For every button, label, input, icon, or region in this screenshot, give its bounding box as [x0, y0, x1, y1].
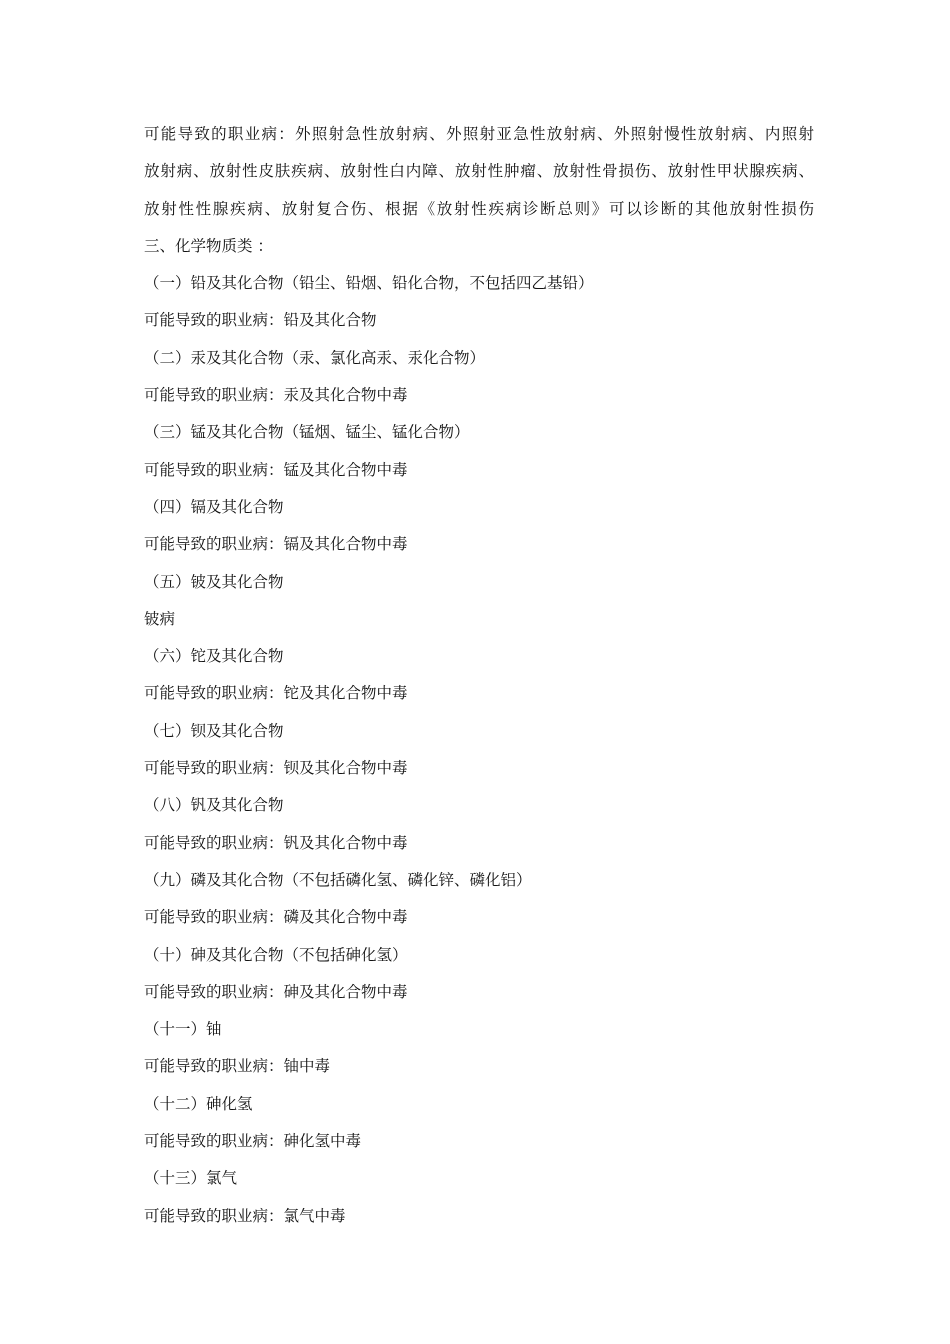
item-description: 可能导致的职业病：铊及其化合物中毒	[144, 684, 408, 703]
item-heading: （二）汞及其化合物（汞、氯化高汞、汞化合物）	[144, 348, 486, 367]
item-description: 可能导致的职业病：汞及其化合物中毒	[144, 386, 408, 405]
item-heading: （十）砷及其化合物（不包括砷化氢）	[144, 945, 408, 964]
item-heading: （九）磷及其化合物（不包括磷化氢、磷化锌、磷化铝）	[144, 870, 532, 889]
item-description: 可能导致的职业病：砷及其化合物中毒	[144, 982, 408, 1001]
item-heading: （十三）氯气	[144, 1169, 238, 1188]
item-description: 可能导致的职业病：砷化氢中毒	[144, 1132, 362, 1151]
item-description: 可能导致的职业病：镉及其化合物中毒	[144, 535, 408, 554]
item-heading: （十二）砷化氢	[144, 1094, 253, 1113]
item-description: 可能导致的职业病：铅及其化合物	[144, 311, 377, 330]
paragraph-line: 可能导致的职业病：外照射急性放射病、外照射亚急性放射病、外照射慢性放射病、内照射	[144, 125, 814, 143]
item-description: 可能导致的职业病：钡及其化合物中毒	[144, 759, 408, 778]
item-description: 可能导致的职业病：磷及其化合物中毒	[144, 908, 408, 927]
item-heading: （六）铊及其化合物	[144, 647, 284, 666]
item-description: 可能导致的职业病：钒及其化合物中毒	[144, 833, 408, 852]
item-description: 可能导致的职业病：锰及其化合物中毒	[144, 460, 408, 479]
item-description: 可能导致的职业病：铀中毒	[144, 1057, 331, 1076]
item-heading: （五）铍及其化合物	[144, 572, 284, 591]
item-description: 可能导致的职业病：氯气中毒	[144, 1206, 346, 1225]
item-heading: （十一）铀	[144, 1020, 222, 1039]
item-heading: （四）镉及其化合物	[144, 497, 284, 516]
item-heading: （七）钡及其化合物	[144, 721, 284, 740]
item-description: 铍病	[144, 609, 176, 628]
item-heading: （八）钒及其化合物	[144, 796, 284, 815]
paragraph-line: 放射性性腺疾病、放射复合伤、根据《放射性疾病诊断总则》可以诊断的其他放射性损伤	[144, 199, 814, 218]
section-heading: 三、化学物质类 ：	[144, 236, 273, 255]
item-heading: （一）铅及其化合物（铅尘、铅烟、铅化合物，不包括四乙基铅）	[144, 274, 594, 293]
document-page	[144, 119, 814, 1238]
paragraph-line: 放射病、放射性皮肤疾病、放射性白内障、放射性肿瘤、放射性骨损伤、放射性甲状腺疾病、	[144, 162, 814, 181]
item-heading: （三）锰及其化合物（锰烟、锰尘、锰化合物）	[144, 423, 470, 442]
